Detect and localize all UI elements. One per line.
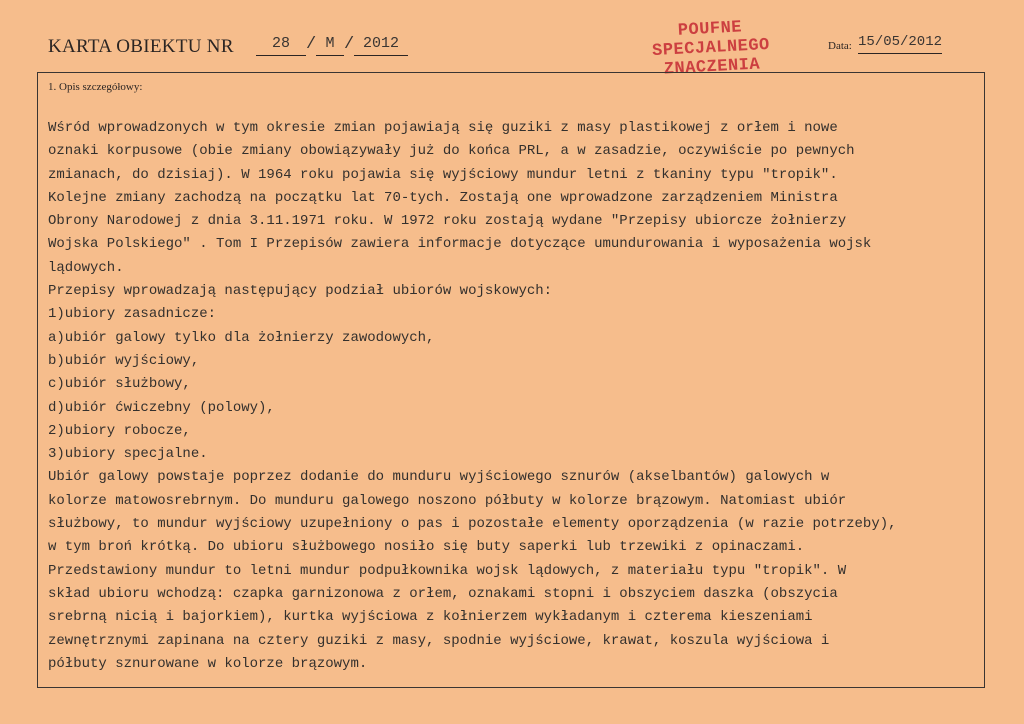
text-line: kolorze matowosrebrnym. Do munduru galowego noszono półbuty w kolorze brązowym. Natomiast ubiór [48,492,847,509]
text-line: Przedstawiony mundur to letni mundur podpułkownika wojsk lądowych, z materiału typu "tropik". W [48,562,847,579]
text-line: srebrną nicią i bajorkiem), kurtka wyjściowa z kołnierzem wykładanym i czterema kieszeniami [48,609,813,626]
object-number-separator: / [306,35,317,54]
stamp-line: POUFNE [677,18,743,41]
section-label: 1. Opis szczegółowy: [48,81,143,93]
text-line: skład ubioru wchodzą: czapka garnizonowa z orłem, oznakami stopni i obszyciem daszka (obszycia [48,585,838,602]
text-line: Kolejne zmiany zachodzą na początku lat 70-tych. Zostają one wprowadzone zarządzeniem Ministra [48,189,838,206]
description-frame [37,72,985,688]
text-line: Obrony Narodowej z dnia 3.11.1971 roku. W 1972 roku zostają wydane "Przepisy ubiorcze żołnierzy [48,213,847,230]
object-number-year: 2012 [354,34,408,56]
text-line: służbowy, to mundur wyjściowy uzupełniony o pas i pozostałe elementy oporządzenia (w razie potrzeby), [48,516,897,533]
text-line: Wojska Polskiego" . Tom I Przepisów zawiera informacje dotyczące umundurowania i wyposażenia wojsk [48,236,872,253]
card-title: KARTA OBIEKTU NR [48,36,234,57]
date-label: Data: [828,40,852,52]
text-line: Wśród wprowadzonych w tym okresie zmian pojawiają się guziki z masy plastikowej z orłem i nowe [48,120,838,136]
text-line: Ubiór galowy powstaje poprzez dodanie do munduru wyjściowego sznurów (akselbantów) galowych w [48,469,830,486]
text-line: 2)ubiory robocze, [48,422,191,439]
object-number-separator: / [344,35,355,54]
text-line: w tym broń krótką. Do ubioru służbowego nosiło się buty saperki lub trzewiki z opinaczami. [48,539,805,556]
object-number-part2: M [316,34,344,56]
text-line: lądowych. [48,259,124,276]
object-number-part1: 28 [256,34,306,56]
text-line: półbuty sznurowane w kolorze brązowym. [48,655,368,672]
text-line: oznaki korpusowe (obie zmiany obowiązywały już do końca PRL, a w zasadzie, oczywiście po pewnych [48,143,855,160]
text-line: a)ubiór galowy tylko dla żołnierzy zawodowych, [48,329,435,346]
text-line: zewnętrznymi zapinana na cztery guziki z masy, spodnie wyjściowe, krawat, koszula wyjściowa i [48,632,830,649]
text-line: 1)ubiory zasadnicze: [48,306,217,323]
card-header [0,0,1024,80]
stamp-line: SPECJALNEGO [651,35,771,62]
text-line: Przepisy wprowadzają następujący podział ubiorów wojskowych: [48,283,553,300]
stamp-line: ZNACZENIA [663,55,761,80]
text-line: b)ubiór wyjściowy, [48,352,200,369]
text-line: 3)ubiory specjalne. [48,446,208,463]
description-text [48,117,978,676]
date-value: 15/05/2012 [858,33,942,54]
text-line: zmianach, do dzisiaj). W 1964 roku pojawia się wyjściowy mundur letni z tkaniny typu "tropik". [48,166,838,183]
text-line: c)ubiór służbowy, [48,376,191,393]
text-line: d)ubiór ćwiczebny (polowy), [48,399,275,416]
